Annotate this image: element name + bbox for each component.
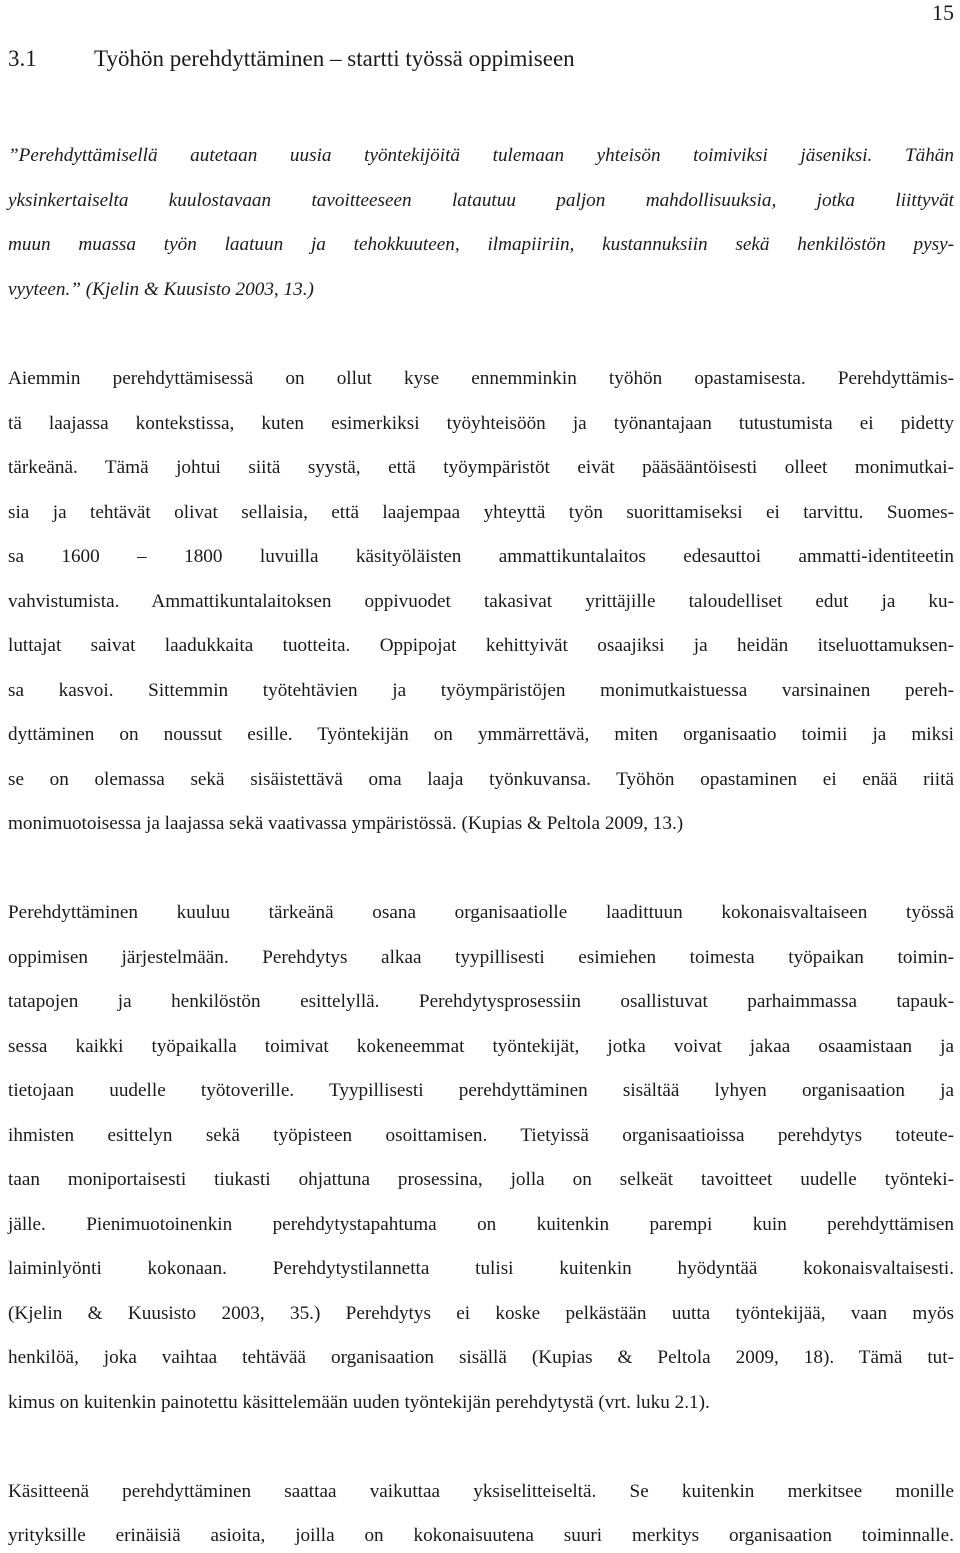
section-heading <box>8 44 575 74</box>
quote-line: yksinkertaiselta kuulostavaan tavoitteeseen latautuu paljon mahdollisuuksia, jotka liittyvät <box>8 190 954 211</box>
paragraph-line: tä laajassa kontekstissa, kuten esimerkiksi työyhteisöön ja työnantajaan tutustumista ei pidetty <box>8 413 954 434</box>
paragraph-line: sa kasvoi. Sittemmin työtehtävien ja työympäristöjen monimutkaistuessa varsinainen pereh- <box>8 680 954 701</box>
paragraph-line: yrityksille erinäisiä asioita, joilla on kokonaisuutena suuri merkitys organisaation toiminnalle. <box>8 1525 954 1546</box>
quote-line: muun muassa työn laatuun ja tehokkuuteen, ilmapiiriin, kustannuksiin sekä henkilöstön pysy- <box>8 234 954 255</box>
paragraph-line: henkilöä, joka vaihtaa tehtävää organisaation sisällä (Kupias & Peltola 2009, 18). Tämä tut- <box>8 1347 954 1368</box>
paragraph-line: tärkeänä. Tämä johtui siitä syystä, että työympäristöt eivät pääsääntöisesti olleet monimutkai- <box>8 457 954 478</box>
paragraph-line: (Kjelin & Kuusisto 2003, 35.) Perehdytys ei koske pelkästään uutta työntekijää, vaan myös <box>8 1303 954 1324</box>
paragraph-line: tietojaan uudelle työtoverille. Tyypillisesti perehdyttäminen sisältää lyhyen organisaation ja <box>8 1080 954 1101</box>
paragraph-line: jälle. Pienimuotoinenkin perehdytystapahtuma on kuitenkin parempi kuin perehdyttämisen <box>8 1214 954 1235</box>
paragraph-line: luttajat saivat laadukkaita tuotteita. Oppipojat kehittyivät osaajiksi ja heidän itseluottamuksen- <box>8 635 954 656</box>
paragraph-line: sessa kaikki työpaikalla toimivat kokeneemmat työntekijät, jotka voivat jakaa osaamistaan ja <box>8 1036 954 1057</box>
section-number: 3.1 <box>8 46 37 71</box>
paragraph-line: Käsitteenä perehdyttäminen saattaa vaikuttaa yksiselitteiseltä. Se kuitenkin merkitsee monille <box>8 1481 954 1502</box>
paragraph-line: sa 1600 – 1800 luvuilla käsityöläisten ammattikuntalaitos edesauttoi ammatti-identiteetin <box>8 546 954 567</box>
page-number: 15 <box>932 0 954 25</box>
paragraph-line: tatapojen ja henkilöstön esittelyllä. Perehdytysprosessiin osallistuvat parhaimmassa tapauk- <box>8 991 954 1012</box>
paragraph-line: kimus on kuitenkin painotettu käsittelemään uuden työntekijän perehdytystä (vrt. luku 2.1). <box>8 1392 710 1413</box>
paragraph-line: sia ja tehtävät olivat sellaisia, että laajempaa yhteyttä työn suorittamiseksi ei tarvittu. Suomes- <box>8 502 954 523</box>
paragraph-line: taan moniportaisesti tiukasti ohjattuna prosessina, jolla on selkeät tavoitteet uudelle työnteki- <box>8 1169 954 1190</box>
paragraph-line: dyttäminen on noussut esille. Työntekijän on ymmärrettävä, miten organisaatio toimii ja miksi <box>8 724 954 745</box>
paragraph-line: se on olemassa sekä sisäistettävä oma laaja työnkuvansa. Työhön opastaminen ei enää riitä <box>8 769 954 790</box>
paragraph-line: monimuotoisessa ja laajassa sekä vaativassa ympäristössä. (Kupias & Peltola 2009, 13.) <box>8 813 684 834</box>
paragraph-line: vahvistumista. Ammattikuntalaitoksen oppivuodet takasivat yrittäjille taloudelliset edut ja ku- <box>8 591 954 612</box>
paragraph-line: Aiemmin perehdyttämisessä on ollut kyse ennemminkin työhön opastamisesta. Perehdyttämis- <box>8 368 954 389</box>
section-title: Työhön perehdyttäminen – startti työssä oppimiseen <box>94 46 575 71</box>
paragraph-line: oppimisen järjestelmään. Perehdytys alkaa tyypillisesti esimiehen toimesta työpaikan toimin- <box>8 947 954 968</box>
paragraph-line: ihmisten esittelyn sekä työpisteen osoittamisen. Tietyissä organisaatioissa perehdytys toteute- <box>8 1125 954 1146</box>
paragraph-line: Perehdyttäminen kuuluu tärkeänä osana organisaatiolle laadittuun kokonaisvaltaiseen työssä <box>8 902 954 923</box>
paragraph-line: laiminlyönti kokonaan. Perehdytystilannetta tulisi kuitenkin hyödyntää kokonaisvaltaisesti. <box>8 1258 954 1279</box>
quote-line: vyyteen.” (Kjelin & Kuusisto 2003, 13.) <box>8 279 314 300</box>
quote-line: ”Perehdyttämisellä autetaan uusia työntekijöitä tulemaan yhteisön toimiviksi jäseniksi. Tähän <box>8 145 954 166</box>
